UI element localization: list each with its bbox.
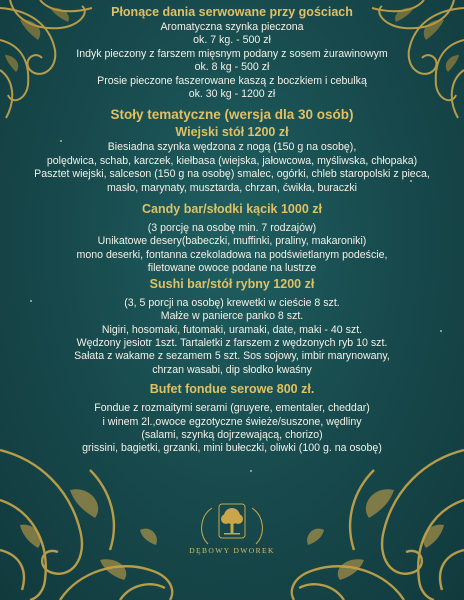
menu-line: Biesiadna szynka wędzona z nogą (150 g na osobę), — [107, 141, 357, 154]
section-title: Sushi bar/stół rybny 1200 zł — [149, 276, 315, 291]
section-title: Stoły tematyczne (wersja dla 30 osób) — [110, 107, 354, 123]
section-title: Płonące dania serwowane przy gościach — [111, 5, 353, 19]
section-title: Bufet fondue serowe 800 zł. — [149, 382, 315, 397]
oak-tree-logo-icon — [178, 494, 286, 550]
section-title: Candy bar/słodki kącik 1000 zł — [142, 202, 322, 217]
menu-line: Małże w panierce panko 8 szt. — [160, 310, 304, 323]
section-candy-bar — [0, 201, 464, 276]
menu-line: mono deserki, fontanna czekoladowa na podświetlanym podeście, — [76, 248, 388, 261]
menu-line: ok. 8 kg - 500 zł — [194, 61, 270, 74]
menu-line: Fondue z rozmaitymi serami (gruyere, ementaler, cheddar) — [94, 402, 370, 415]
menu-line: Unikatowe desery(babeczki, muffinki, praliny, makaroniki) — [97, 235, 367, 248]
menu-line: Prosie pieczone faszerowane kaszą z boczkiem i cebulką — [97, 74, 367, 87]
menu-line: Pasztet wiejski, salceson (150 g na osobę) smalec, ogórki, chleb staropolski z pieca, — [34, 168, 430, 181]
menu-line: Sałata z wakame z sezamem 5 szt. Sos sojowy, imbir marynowany, — [74, 350, 390, 363]
menu-line: filetowane owoce podane na lustrze — [147, 262, 317, 275]
menu-line: masło, marynaty, musztarda, chrzan, ćwikła, buraczki — [106, 181, 357, 194]
section-theme-tables — [0, 105, 464, 195]
menu-line: ok. 7 kg. - 500 zł — [193, 34, 271, 47]
menu-content — [0, 4, 464, 456]
menu-line: (3 porcję na osobę min. 7 rodzajów) — [147, 222, 317, 235]
menu-line: (3, 5 porcji na osobę) krewetki w cieście 8 szt. — [124, 296, 340, 309]
menu-line: Wędzony jesiotr 1szt. Tartaletki z farszem z wędzonych ryb 10 szt. — [76, 336, 388, 349]
menu-line: ok. 30 kg - 1200 zł — [188, 88, 276, 101]
menu-line: Nigiri, hosomaki, futomaki, uramaki, date, maki - 40 szt. — [101, 323, 363, 336]
menu-line: Aromatyczna szynka pieczona — [160, 21, 304, 33]
menu-line: (salami, szynką dojrzewającą, chorizo) — [141, 428, 323, 441]
menu-line: Indyk pieczony z farszem mięsnym podany z sosem żurawinowym — [76, 47, 388, 60]
menu-line: i winem 2l.,owoce egzotyczne świeże/suszone, wędliny — [102, 415, 362, 428]
menu-line: polędwica, schab, karczek, kiełbasa (wiejska, jałowcowa, myśliwska, chłopaka) — [46, 154, 418, 167]
menu-line: grissini, bagietki, grzanki, mini bułeczki, oliwki (100 g. na osobę) — [82, 442, 382, 455]
venue-logo — [178, 494, 286, 574]
logo-name: DĘBOWY DWOREK — [189, 546, 275, 555]
section-sushi-bar — [0, 276, 464, 377]
section-subtitle: Wiejski stół 1200 zł — [175, 125, 289, 140]
section-flaming-dishes — [0, 4, 464, 101]
sparkle-decoration — [250, 470, 252, 472]
menu-line: chrzan wasabi, dip słodko kwaśny — [152, 363, 312, 376]
section-fondue — [0, 381, 464, 456]
